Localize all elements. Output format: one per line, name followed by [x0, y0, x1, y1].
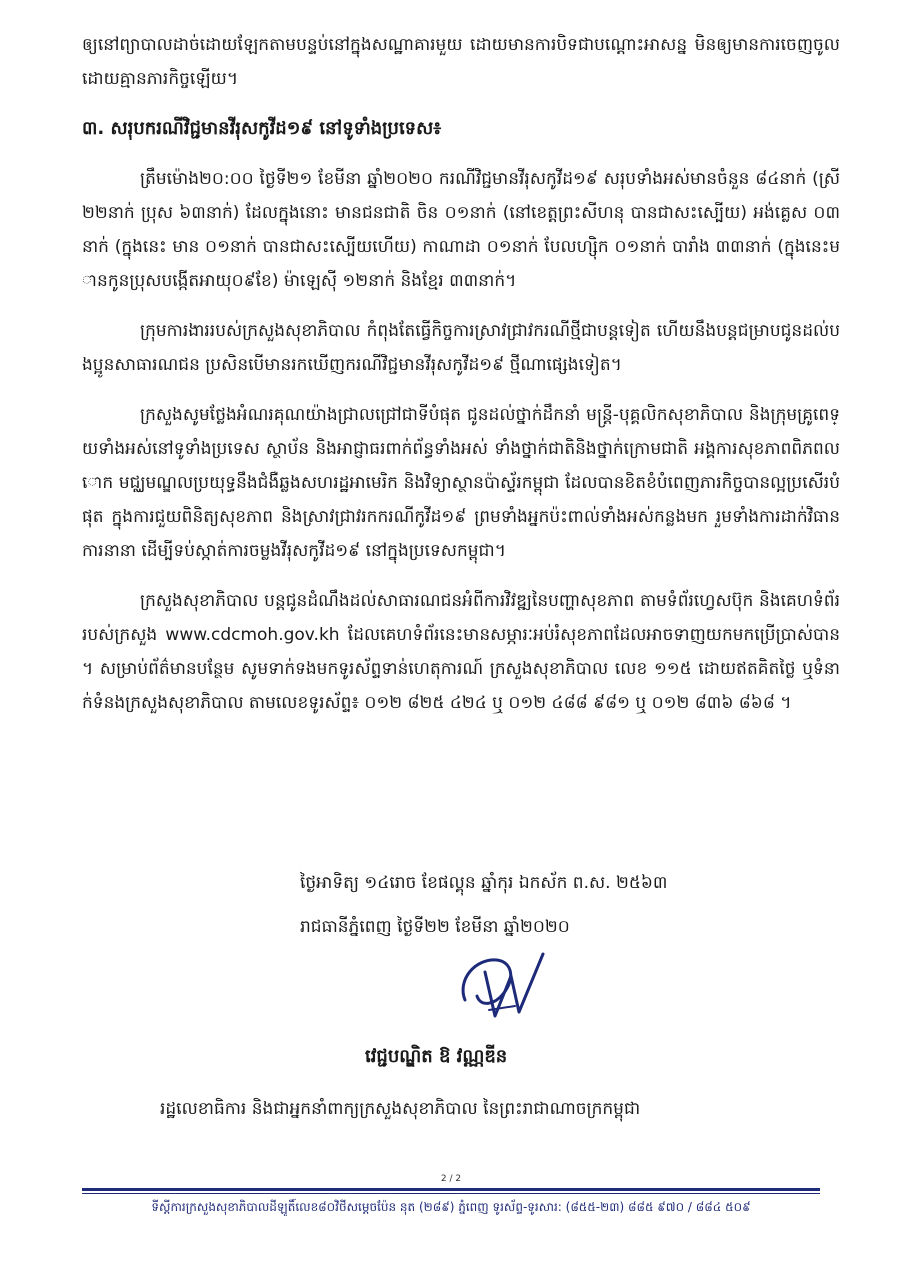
- signer-name: វេជ្ជបណ្ឌិត ឱ វណ្ណឌីន: [365, 1046, 508, 1067]
- signer-title: រដ្ឋលេខាធិការ និងជាអ្នកនាំពាក្យក្រសួងសុខាភិបាល នៃព្រះរាជាណាចក្រកម្ពុជា: [160, 1099, 641, 1119]
- footer-address: ទីស្ដីការក្រសួងសុខាភិបាលដីឡូតិ៍លេខ៨០វិថីសម្ដេចប៉ែន នុត (២៨៩) ភ្នំពេញ ទូរស័ព្ទ-ទូរសារ: (៨៥៥-២៣) ៨៨៥ ៩៧០ / ៨៨៤ ៥០៩: [151, 1200, 751, 1214]
- place-date: រាជធានីភ្នំពេញ ថ្ងៃទី២២ ខែមីនា ឆ្នាំ២០២០: [300, 917, 570, 937]
- paragraph-thanks: ក្រសួងសូមថ្លែងអំណរគុណយ៉ាងជ្រាលជ្រៅជាទីបំផុត ជូនដល់ថ្នាក់ដឹកនាំ មន្ត្រី-បុគ្គលិកសុខាភិបាល និងក្រុមគ្រូពេទ្យទាំងអស់នៅទូទាំងប្រទេស ស្ថាប័ន និងអាជ្ញាធរពាក់ព័ន្ធទាំងអស់ ទាំងថ្នាក់ជាតិនិងថ្នាក់ក្រោមជាតិ អង្គការសុខភាពពិភពលោក មជ្ឈមណ្ឌលប្រយុទ្ធនឹងជំងឺឆ្លងសហរដ្ឋអាមេរិក និងវិទ្យាស្ថានប៉ាស្ទ័រកម្ពុជា ដែលបានខិតខំបំពេញភារកិច្ចបានល្អប្រសើរបំផុត ក្នុងការជួយពិនិត្យសុខភាព និងស្រាវជ្រាវរកករណីកូវីដ១៩ ព្រមទាំងអ្នកប៉ះពាល់ទាំងអស់កន្លងមក រួមទាំងការដាក់វិធានការនានា ដើម្បីទប់ស្កាត់ការចម្លងវីរុសកូវីដ១៩ នៅក្នុងប្រទេសកម្ពុជា។: [82, 405, 840, 561]
- paragraph-info-hotline: ក្រសួងសុខាភិបាល បន្តជូនដំណឹងដល់សាធារណជនអំពីការវិវឌ្ឍនៃបញ្ហាសុខភាព តាមទំព័រហ្វេសប៊ុក និងគេហទំព័ររបស់ក្រសួង www.cdcmoh.gov.kh ដែលគេហទំព័រនេះមានសម្ភារៈអប់រំសុខភាពដែលអាចទាញយកមកប្រើប្រាស់បាន។ សម្រាប់ព័ត៌មានបន្ថែម សូមទាក់ទងមកទូរស័ព្ទទាន់ហេតុការណ៍ ក្រសួងសុខាភិបាល លេខ ១១៥ ដោយឥតគិតថ្លៃ ឬទំនាក់ទំនងក្រសួងសុខាភិបាល តាមលេខទូរស័ព្ទ៖ ០១២ ៨២៥ ៤២៤ ឬ ០១២ ៤៨៨ ៩៨១ ឬ ០១២ ៨៣៦ ៨៦៨ ។: [82, 591, 840, 713]
- section-heading-3: ៣. សរុបករណីវិជ្ជមានវីរុសកូវីដ១៩ នៅទូទាំងប្រទេស៖: [82, 118, 442, 139]
- paragraph-case-summary: ត្រឹមម៉ោង២០:០០ ថ្ងៃទី២១ ខែមីនា ឆ្នាំ២០២០ ករណីវិជ្ជមានវីរុសកូវីដ១៩ សរុបទាំងអស់មានចំនួន ៨៤នាក់ (ស្រី ២២នាក់ ប្រុស ៦៣នាក់) ដែលក្នុងនោះ មានជនជាតិ ចិន ០១នាក់ (នៅខេត្តព្រះសីហនុ បានជាសះស្បើយ) អង់គ្លេស ០៣នាក់ (ក្នុងនេះ មាន ០១នាក់ បានជាសះស្បើយហើយ) កាណាដា ០១នាក់ បែលហ្ស៊ិក ០១នាក់ បារាំង ៣៣នាក់ (ក្នុងនេះមានកូនប្រុសបង្កើតអាយុ០៩ខែ) ម៉ាឡេស៊ី ១២នាក់ និងខ្មែរ ៣៣នាក់។: [82, 169, 840, 291]
- footer-rule: [82, 1188, 820, 1191]
- lunar-date: ថ្ងៃអាទិត្យ ១៤រោច ខែផល្គុន ឆ្នាំកុរ ឯកស័ក ព.ស. ២៥៦៣: [300, 873, 668, 893]
- footer-rule-thin: [82, 1193, 820, 1194]
- handwritten-signature: [455, 950, 565, 1022]
- page-number: 2 / 2: [440, 1174, 462, 1184]
- document-body: [82, 28, 840, 736]
- paragraph-isolation: ឲ្យនៅព្យាបាលដាច់ដោយឡែកតាមបន្ទប់នៅក្នុងសណ្ឋាគារមួយ ដោយមានការបិទជាបណ្ដោះអាសន្ន មិនឲ្យមានការចេញចូលដោយគ្មានភារកិច្ចឡើយ។: [82, 35, 840, 89]
- paragraph-ongoing-investigation: ក្រុមការងាររបស់ក្រសួងសុខាភិបាល កំពុងតែធ្វើកិច្ចការស្រាវជ្រាវករណីថ្មីជាបន្តទៀត ហើយនឹងបន្តជម្រាបជូនដល់បងប្អូនសាធារណជន ប្រសិនបើមានរកឃើញករណីវិជ្ជមានវីរុសកូវីដ១៩ ថ្មីណាផ្សេងទៀត។: [82, 321, 840, 375]
